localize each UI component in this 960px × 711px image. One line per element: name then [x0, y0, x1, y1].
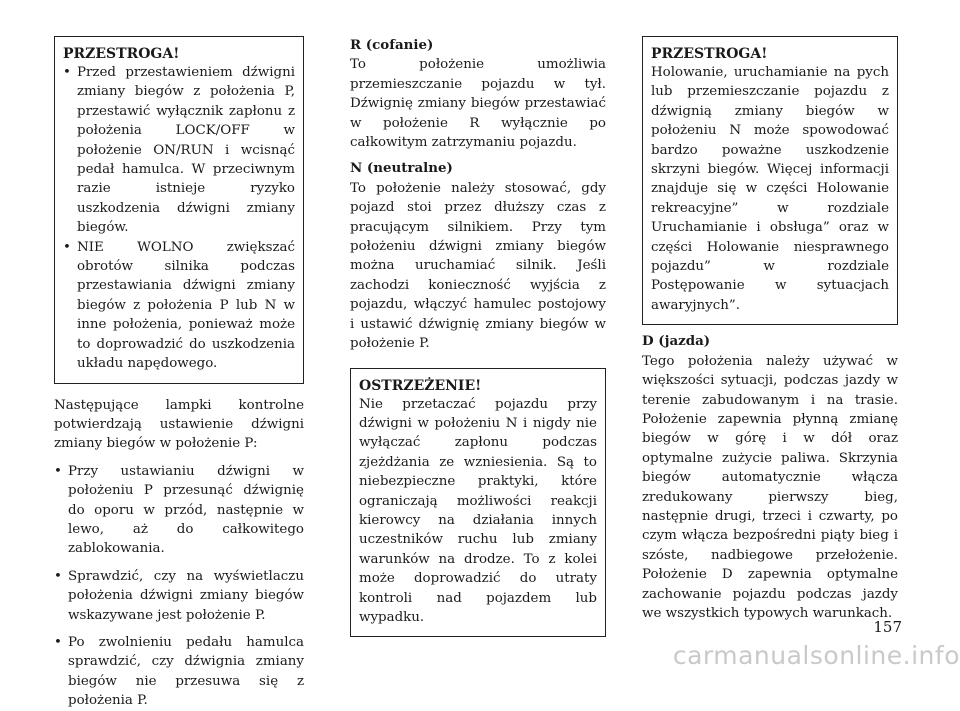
warning-title: OSTRZEŻENIE!: [359, 377, 482, 394]
caution-list: [63, 63, 295, 374]
right-column: [642, 36, 898, 623]
r-paragraph: To położenie umożliwia przemieszczanie pojazdu w tył. Dźwignię zmiany biegów przestawiać w położenie R wyłącznie po całkowitym zatrzymaniu pojazdu.: [350, 57, 606, 151]
warning-text: Nie przetaczać pojazdu przy dźwigni w położeniu N i nigdy nie wyłączać zapłonu podczas zjeżdżania ze wzniesienia. Są to niebezpieczne praktyki, które ograniczają możliwości reakcji kierowcy na działania innych uczestników ruchu lub zmiany warunków na drodze. To z kolei może doprowadzić do utraty kontroli nad pojazdem lub wypadku.: [359, 396, 597, 625]
n-heading: N (neutralne): [350, 160, 453, 177]
watermark: carmanualsonline.info: [672, 641, 960, 670]
n-paragraph: To położenie należy stosować, gdy pojazd stoi przez dłuższy czas z pracującym silnikiem. Przy tym położeniu dźwigni zmiany biegów można uruchamiać silnik. Jeśli zachodzi konieczność wyjścia z pojazdu, włączyć hamulec postojowy i ustawić dźwignię zmiany biegów w położenie P.: [350, 180, 606, 352]
d-heading: D (jazda): [642, 333, 711, 350]
caution-box: [642, 36, 898, 325]
check-bullet: • Po zwolnieniu pedału hamulca sprawdzić, czy dźwignia zmiany biegów nie przesuwa się z położenia P.: [54, 634, 304, 709]
d-paragraph: Tego położenia należy używać w większości sytuacji, podczas jazdy w terenie zabudowanym i na trasie. Położenie zapewnia płynną zmianę biegów w górę i w dół oraz optymalne zużycie paliwa. Skrzynia biegów automatycznie włącza zredukowany pierwszy bieg, następnie drugi, trzeci i czwarty, po czym włącza bezpośredni piąty bieg i szóste, nadbiegowe przełożenie. Położenie D zapewnia optymalne zachowanie pojazdu podczas jazdy we wszystkich typowych warunkach.: [642, 353, 898, 621]
r-heading: R (cofanie): [350, 37, 434, 53]
check-bullet: • Sprawdzić, czy na wyświetlaczu położenia dźwigni zmiany biegów wskazywane jest położenie P.: [54, 568, 304, 623]
bullet-icon: •: [54, 634, 62, 650]
caution-text: Holowanie, uruchamianie na pych lub przemieszczanie pojazdu z dźwignią zmiany biegów w położeniu N może spowodować bardzo poważne uszkodzenie skrzyni biegów. Więcej informacji znajduje się w części Holowanie rekreacyjne” w rozdziale Uruchamianie i obsługa” oraz w części Holowanie niesprawnego pojazdu” w rozdziale Postępowanie w sytuacjach awaryjnych”.: [651, 65, 889, 313]
bullet-icon: •: [54, 463, 62, 479]
middle-column: [350, 36, 606, 637]
intro-paragraph: Następujące lampki kontrolne potwierdzają ustawienie dźwigni zmiany biegów w położenie P:: [54, 397, 304, 452]
check-bullet: • Przy ustawianiu dźwigni w położeniu P przesunąć dźwignię do oporu w przód, następnie w lewo, aż do całkowitego zablokowania.: [54, 463, 304, 557]
caution-title: PRZESTROGA!: [651, 46, 768, 62]
left-column: [54, 36, 304, 711]
caution-bullet: • Przed przestawieniem dźwigni zmiany biegów z położenia P, przestawić wyłącznik zapłonu z położenia LOCK/OFF w położenie ON/RUN i wcisnąć pedał hamulca. W przeciwnym razie istnieje ryzyko uszkodzenia dźwigni zmiany biegów.: [63, 65, 295, 236]
page-number: 157: [873, 618, 902, 636]
caution-box: [54, 36, 304, 384]
warning-box: [350, 368, 606, 638]
caution-title: PRZESTROGA!: [63, 46, 180, 62]
bullet-icon: •: [63, 65, 71, 80]
bullet-icon: •: [63, 239, 71, 255]
caution-bullet: • NIE WOLNO zwiększać obrotów silnika podczas przestawiania dźwigni zmiany biegów z położenia P lub N w inne położenia, ponieważ może to doprowadzić do uszkodzenia układu napędowego.: [63, 239, 295, 372]
check-list: [54, 462, 304, 711]
bullet-icon: •: [54, 568, 62, 584]
